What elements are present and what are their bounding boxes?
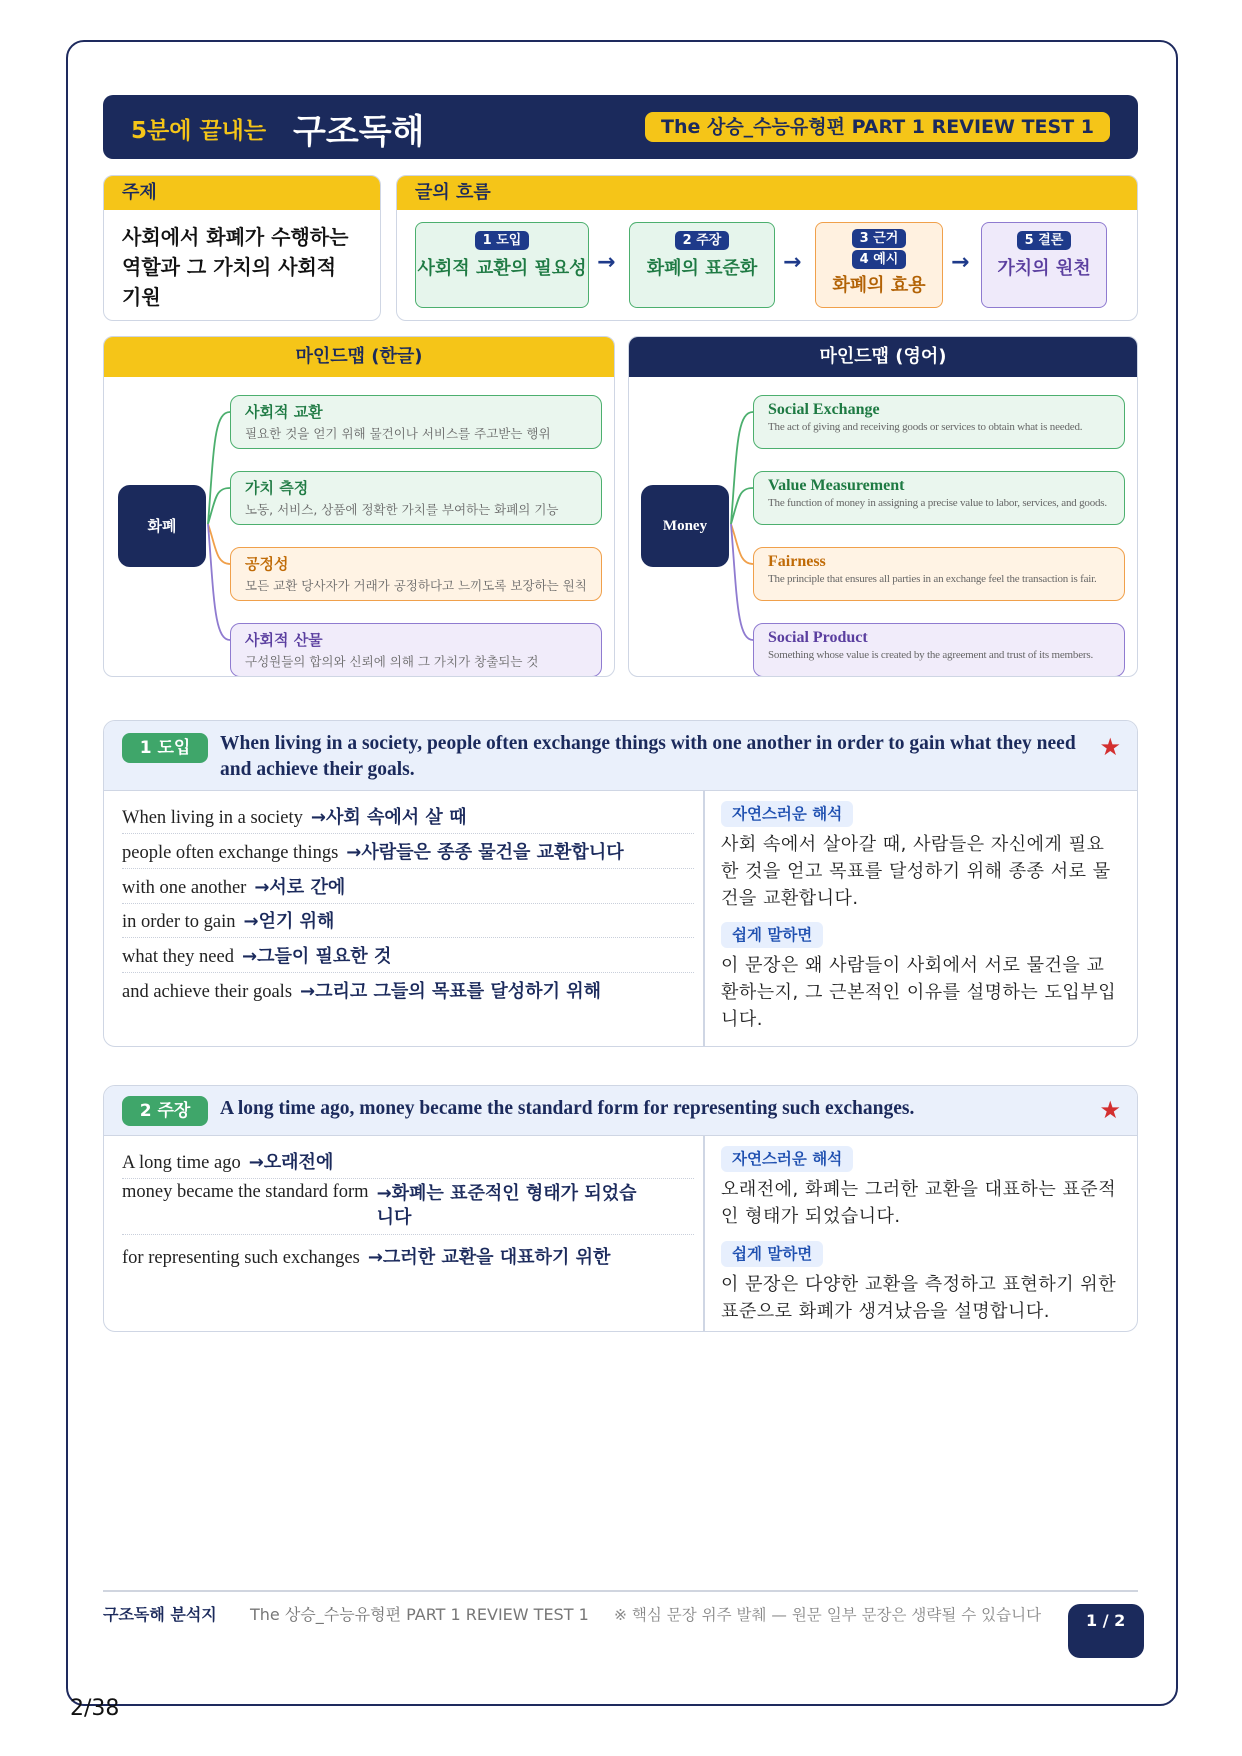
- flow-step-intro: [415, 222, 589, 308]
- flow-card: [396, 175, 1138, 321]
- node-title: 사회적 교환: [245, 403, 323, 421]
- chunk-english: with one another: [122, 878, 247, 898]
- mindmap-node-social-exchange: [753, 395, 1125, 449]
- node-desc: The principle that ensures all parties in an exchange feel the transaction is fair.: [768, 573, 1097, 585]
- star-icon: ★: [1099, 733, 1121, 761]
- sentence-section-1: [103, 720, 1138, 1047]
- natural-translation-label: 자연스러운 해석: [721, 1146, 853, 1172]
- chunk-row: [122, 907, 694, 938]
- flow-step-tag: 5 결론: [1017, 231, 1072, 250]
- chunk-english: what they need: [122, 947, 234, 967]
- section-divider: [703, 791, 705, 1046]
- section-divider: [703, 1136, 705, 1331]
- pdf-page-number: 2/38: [70, 1696, 120, 1721]
- flow-step-label: 가치의 원천: [997, 258, 1091, 279]
- chunk-korean: →오래전에: [248, 1152, 334, 1173]
- natural-translation-label: 자연스러운 해석: [721, 801, 853, 827]
- footer-note: ※ 핵심 문장 위주 발췌 — 원문 일부 문장은 생략될 수 있습니다: [614, 1606, 1042, 1624]
- chunk-korean: →얻기 위해: [243, 911, 335, 932]
- section-badge: 2 주장: [122, 1096, 208, 1126]
- mindmap-node-social-exchange: [230, 395, 602, 449]
- footer-divider: [103, 1590, 1138, 1592]
- chunk-korean: →그러한 교환을 대표하기 위한: [367, 1247, 611, 1268]
- mindmap-center-node: Money: [641, 485, 729, 567]
- node-title: 가치 측정: [245, 479, 309, 497]
- node-title: 공정성: [245, 555, 289, 573]
- mindmap-node-value-measurement: [753, 471, 1125, 525]
- section-key-sentence: When living in a society, people often exchange things with one another in order to gain what they need and achieve their goals.: [220, 733, 1076, 780]
- chunk-row: [122, 803, 694, 834]
- chunk-korean: →화폐는 표준적인 형태가 되었습니다: [376, 1183, 637, 1228]
- natural-translation-text: 사회 속에서 살아갈 때, 사람들은 자신에게 필요한 것을 얻고 목표를 달성하기 위해 종종 서로 물건을 교환합니다.: [721, 834, 1111, 909]
- chunk-row: [122, 977, 694, 1007]
- node-desc: 필요한 것을 얻기 위해 물건이나 서비스를 주고받는 행위: [245, 426, 551, 441]
- node-desc: 구성원들의 합의와 신뢰에 의해 그 가치가 창출되는 것: [245, 654, 539, 669]
- node-title: Social Product: [768, 629, 868, 646]
- easy-explanation-label: 쉽게 말하면: [721, 1241, 823, 1267]
- easy-explanation-label: 쉽게 말하면: [721, 922, 823, 948]
- node-title: Value Measurement: [768, 477, 905, 494]
- flow-arrow-icon: →: [597, 250, 616, 275]
- chunk-english: When living in a society: [122, 808, 303, 828]
- chunk-english: and achieve their goals: [122, 982, 293, 1002]
- flow-heading: 글의 흐름: [397, 176, 1137, 210]
- topic-card: [103, 175, 381, 321]
- mindmap-node-fairness: [753, 547, 1125, 601]
- header-title: 구조독해: [293, 112, 425, 152]
- section-badge: 1 도입: [122, 733, 208, 763]
- easy-explanation-text: 이 문장은 왜 사람들이 사회에서 서로 물건을 교환하는지, 그 근본적인 이유를 설명하는 도입부입니다.: [721, 955, 1117, 1030]
- flow-step-label: 화폐의 표준화: [646, 258, 758, 279]
- node-title: Social Exchange: [768, 401, 880, 418]
- natural-translation-text: 오래전에, 화폐는 그러한 교환을 대표하는 표준적인 형태가 되었습니다.: [721, 1179, 1117, 1227]
- topic-text: 사회에서 화폐가 수행하는 역할과 그 가치의 사회적 기원: [122, 225, 349, 309]
- flow-step-tag: 4 예시: [852, 250, 907, 269]
- sentence-section-2: [103, 1085, 1138, 1332]
- node-desc: Something whose value is created by the agreement and trust of its members.: [768, 649, 1093, 661]
- flow-step-tag: 3 근거: [852, 229, 907, 248]
- mindmap-korean-heading: 마인드맵 (한글): [104, 337, 614, 377]
- chunk-korean: →그리고 그들의 목표를 달성하기 위해: [300, 981, 601, 1002]
- mindmap-node-social-product: [753, 623, 1125, 677]
- section-key-sentence: A long time ago, money became the standard form for representing such exchanges.: [220, 1098, 915, 1119]
- node-desc: The function of money in assigning a precise value to labor, services, and goods.: [768, 497, 1107, 509]
- flow-step-evidence: [815, 222, 943, 308]
- node-title: 사회적 산물: [245, 631, 323, 649]
- mindmap-node-social-product: [230, 623, 602, 677]
- chunk-row: [122, 942, 694, 973]
- section-header: [104, 1086, 1137, 1136]
- footer-test-name: The 상승_수능유형편 PART 1 REVIEW TEST 1: [250, 1605, 589, 1624]
- topic-heading: 주제: [104, 176, 380, 210]
- mindmap-center-node: 화폐: [118, 485, 206, 567]
- chunk-row: [122, 1243, 694, 1273]
- chunk-english: in order to gain: [122, 912, 236, 932]
- flow-step-label: 사회적 교환의 필요성: [417, 258, 587, 279]
- flow-step-tag: 1 도입: [475, 231, 530, 250]
- chunk-korean: →사회 속에서 살 때: [310, 807, 467, 828]
- chunk-korean: →서로 간에: [254, 877, 346, 898]
- flow-arrow-icon: →: [951, 250, 970, 275]
- flow-arrow-icon: →: [783, 250, 802, 275]
- flow-step-claim: [629, 222, 775, 308]
- flow-step-conclusion: [981, 222, 1107, 308]
- header-banner: [103, 95, 1138, 159]
- chunk-korean: →사람들은 종종 물건을 교환합니다: [346, 842, 624, 863]
- mindmap-node-fairness: [230, 547, 602, 601]
- chunk-english: A long time ago: [122, 1153, 241, 1173]
- chunk-english: for representing such exchanges: [122, 1248, 360, 1268]
- node-desc: The act of giving and receiving goods or services to obtain what is needed.: [768, 421, 1083, 433]
- flow-step-tag: 2 주장: [675, 231, 730, 250]
- section-header: [104, 721, 1137, 791]
- chunk-row: [122, 1148, 694, 1179]
- footer-page-indicator: 1 / 2: [1068, 1604, 1144, 1658]
- chunk-row: [122, 1182, 694, 1235]
- chunk-english: money became the standard form: [122, 1182, 369, 1202]
- test-label-badge: The 상승_수능유형편 PART 1 REVIEW TEST 1: [645, 112, 1110, 142]
- flow-step-label: 화폐의 효용: [832, 275, 926, 296]
- chunk-row: [122, 873, 694, 904]
- mindmap-korean-card: [103, 336, 615, 677]
- star-icon: ★: [1099, 1096, 1121, 1124]
- header-subtitle: 5분에 끝내는: [131, 118, 267, 144]
- node-desc: 노동, 서비스, 상품에 정확한 가치를 부여하는 화폐의 기능: [245, 502, 559, 517]
- node-desc: 모든 교환 당사자가 거래가 공정하다고 느끼도록 보장하는 원칙: [245, 578, 587, 593]
- footer-doc-title: 구조독해 분석지: [103, 1605, 217, 1624]
- mindmap-english-card: [628, 336, 1138, 677]
- mindmap-node-value-measurement: [230, 471, 602, 525]
- chunk-english: people often exchange things: [122, 843, 339, 863]
- mindmap-english-heading: 마인드맵 (영어): [629, 337, 1137, 377]
- chunk-korean: →그들이 필요한 것: [242, 946, 392, 967]
- chunk-row: [122, 838, 694, 869]
- node-title: Fairness: [768, 553, 826, 570]
- easy-explanation-text: 이 문장은 다양한 교환을 측정하고 표현하기 위한 표준으로 화폐가 생겨났음을 설명합니다.: [721, 1274, 1117, 1322]
